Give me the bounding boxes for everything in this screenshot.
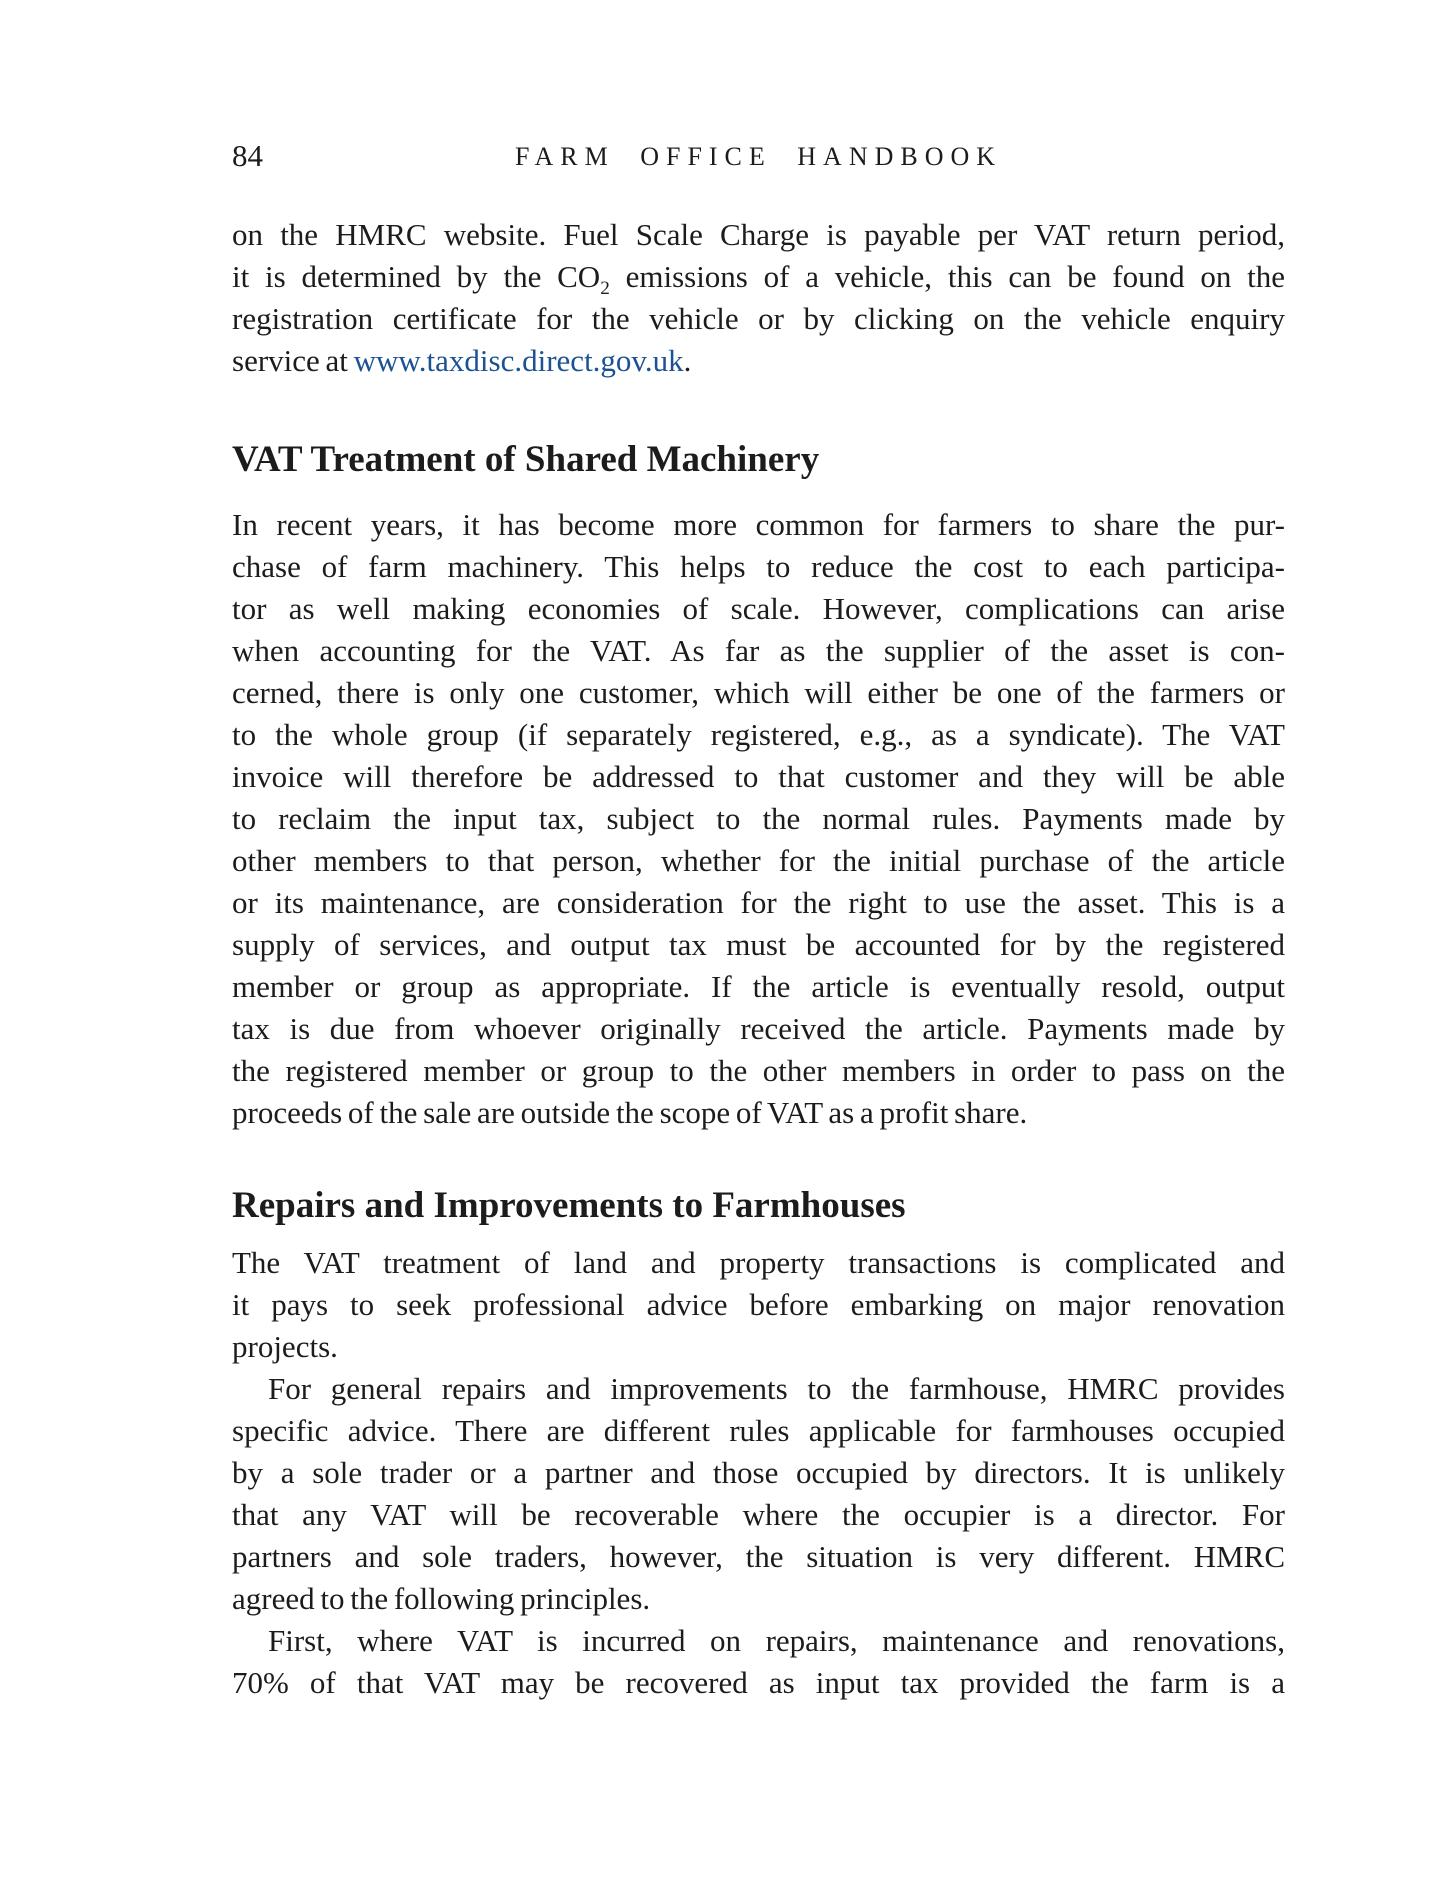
page-number: 84	[232, 138, 263, 173]
farmhouses-paragraph-3	[232, 1620, 1285, 1704]
text-line: For general repairs and improvements to the farmhouse, HMRC provides	[268, 1371, 1285, 1406]
text-line: when accounting for the VAT. As far as the supplier of the asset is con-	[232, 633, 1285, 668]
text-line: that any VAT will be recoverable where the occupier is a director. For	[232, 1497, 1285, 1532]
text-line: tor as well making economies of scale. However, complications can arise	[232, 591, 1285, 626]
text-line: invoice will therefore be addressed to that customer and they will be able	[232, 759, 1285, 794]
text-line: chase of farm machinery. This helps to reduce the cost to each participa-	[232, 549, 1285, 584]
text-line: the registered member or group to the other members in order to pass on the	[232, 1053, 1285, 1088]
text-block	[232, 0, 1285, 1704]
text-line: First, where VAT is incurred on repairs, maintenance and renovations,	[268, 1623, 1285, 1658]
text-segment: emissions of a vehicle, this can be found on the	[609, 259, 1285, 294]
running-title: FARM OFFICE HANDBOOK	[514, 142, 1003, 171]
text-line: tax is due from whoever originally received the article. Payments made by	[232, 1011, 1285, 1046]
text-line: by a sole trader or a partner and those occupied by directors. It is unlikely	[232, 1455, 1285, 1490]
text-line: agreed to the following principles.	[232, 1581, 651, 1616]
taxdisc-link[interactable]: www.taxdisc.direct.gov.uk	[353, 343, 684, 378]
running-header	[232, 138, 1285, 178]
section-heading-farmhouses: Repairs and Improvements to Farmhouses	[232, 1185, 906, 1226]
text-line: The VAT treatment of land and property transactions is complicated and	[232, 1245, 1285, 1280]
text-line: supply of services, and output tax must be accounted for by the registered	[232, 927, 1285, 962]
text-line: on the HMRC website. Fuel Scale Charge is payable per VAT return period,	[232, 217, 1285, 252]
text-line: projects.	[232, 1329, 338, 1364]
shared-machinery-paragraph	[232, 504, 1285, 1134]
text-line: 70% of that VAT may be recovered as input tax provided the farm is a	[232, 1665, 1285, 1700]
text-line: to reclaim the input tax, subject to the normal rules. Payments made by	[232, 801, 1285, 836]
text-line: member or group as appropriate. If the article is eventually resold, output	[232, 969, 1285, 1004]
text-line: other members to that person, whether for the initial purchase of the article	[232, 843, 1285, 878]
text-line: to the whole group (if separately registered, e.g., as a syndicate). The VAT	[232, 717, 1285, 752]
co2-subscript: 2	[600, 278, 610, 298]
text-line: proceeds of the sale are outside the scope of VAT as a profit share.	[232, 1095, 1028, 1130]
text-line: registration certificate for the vehicle or by clicking on the vehicle enquiry	[232, 301, 1285, 336]
text-line: or its maintenance, are consideration for the right to use the asset. This is a	[232, 885, 1285, 920]
text-line: partners and sole traders, however, the situation is very different. HMRC	[232, 1539, 1285, 1574]
text-line	[232, 340, 1285, 382]
section-heading-shared-machinery: VAT Treatment of Shared Machinery	[232, 439, 820, 480]
text-line: cerned, there is only one customer, which will either be one of the farmers or	[232, 675, 1285, 710]
text-segment: service at	[232, 343, 354, 378]
text-line	[232, 256, 1285, 298]
text-line: it pays to seek professional advice before embarking on major renovation	[232, 1287, 1285, 1322]
text-line: specific advice. There are different rules applicable for farmhouses occupied	[232, 1413, 1285, 1448]
farmhouses-paragraph-2	[232, 1368, 1285, 1620]
farmhouses-paragraph-1	[232, 1242, 1285, 1368]
intro-paragraph	[232, 214, 1285, 382]
text-segment: it is determined by the CO	[232, 259, 601, 294]
text-segment: .	[683, 343, 692, 378]
text-line: In recent years, it has become more common for farmers to share the pur-	[232, 507, 1285, 542]
